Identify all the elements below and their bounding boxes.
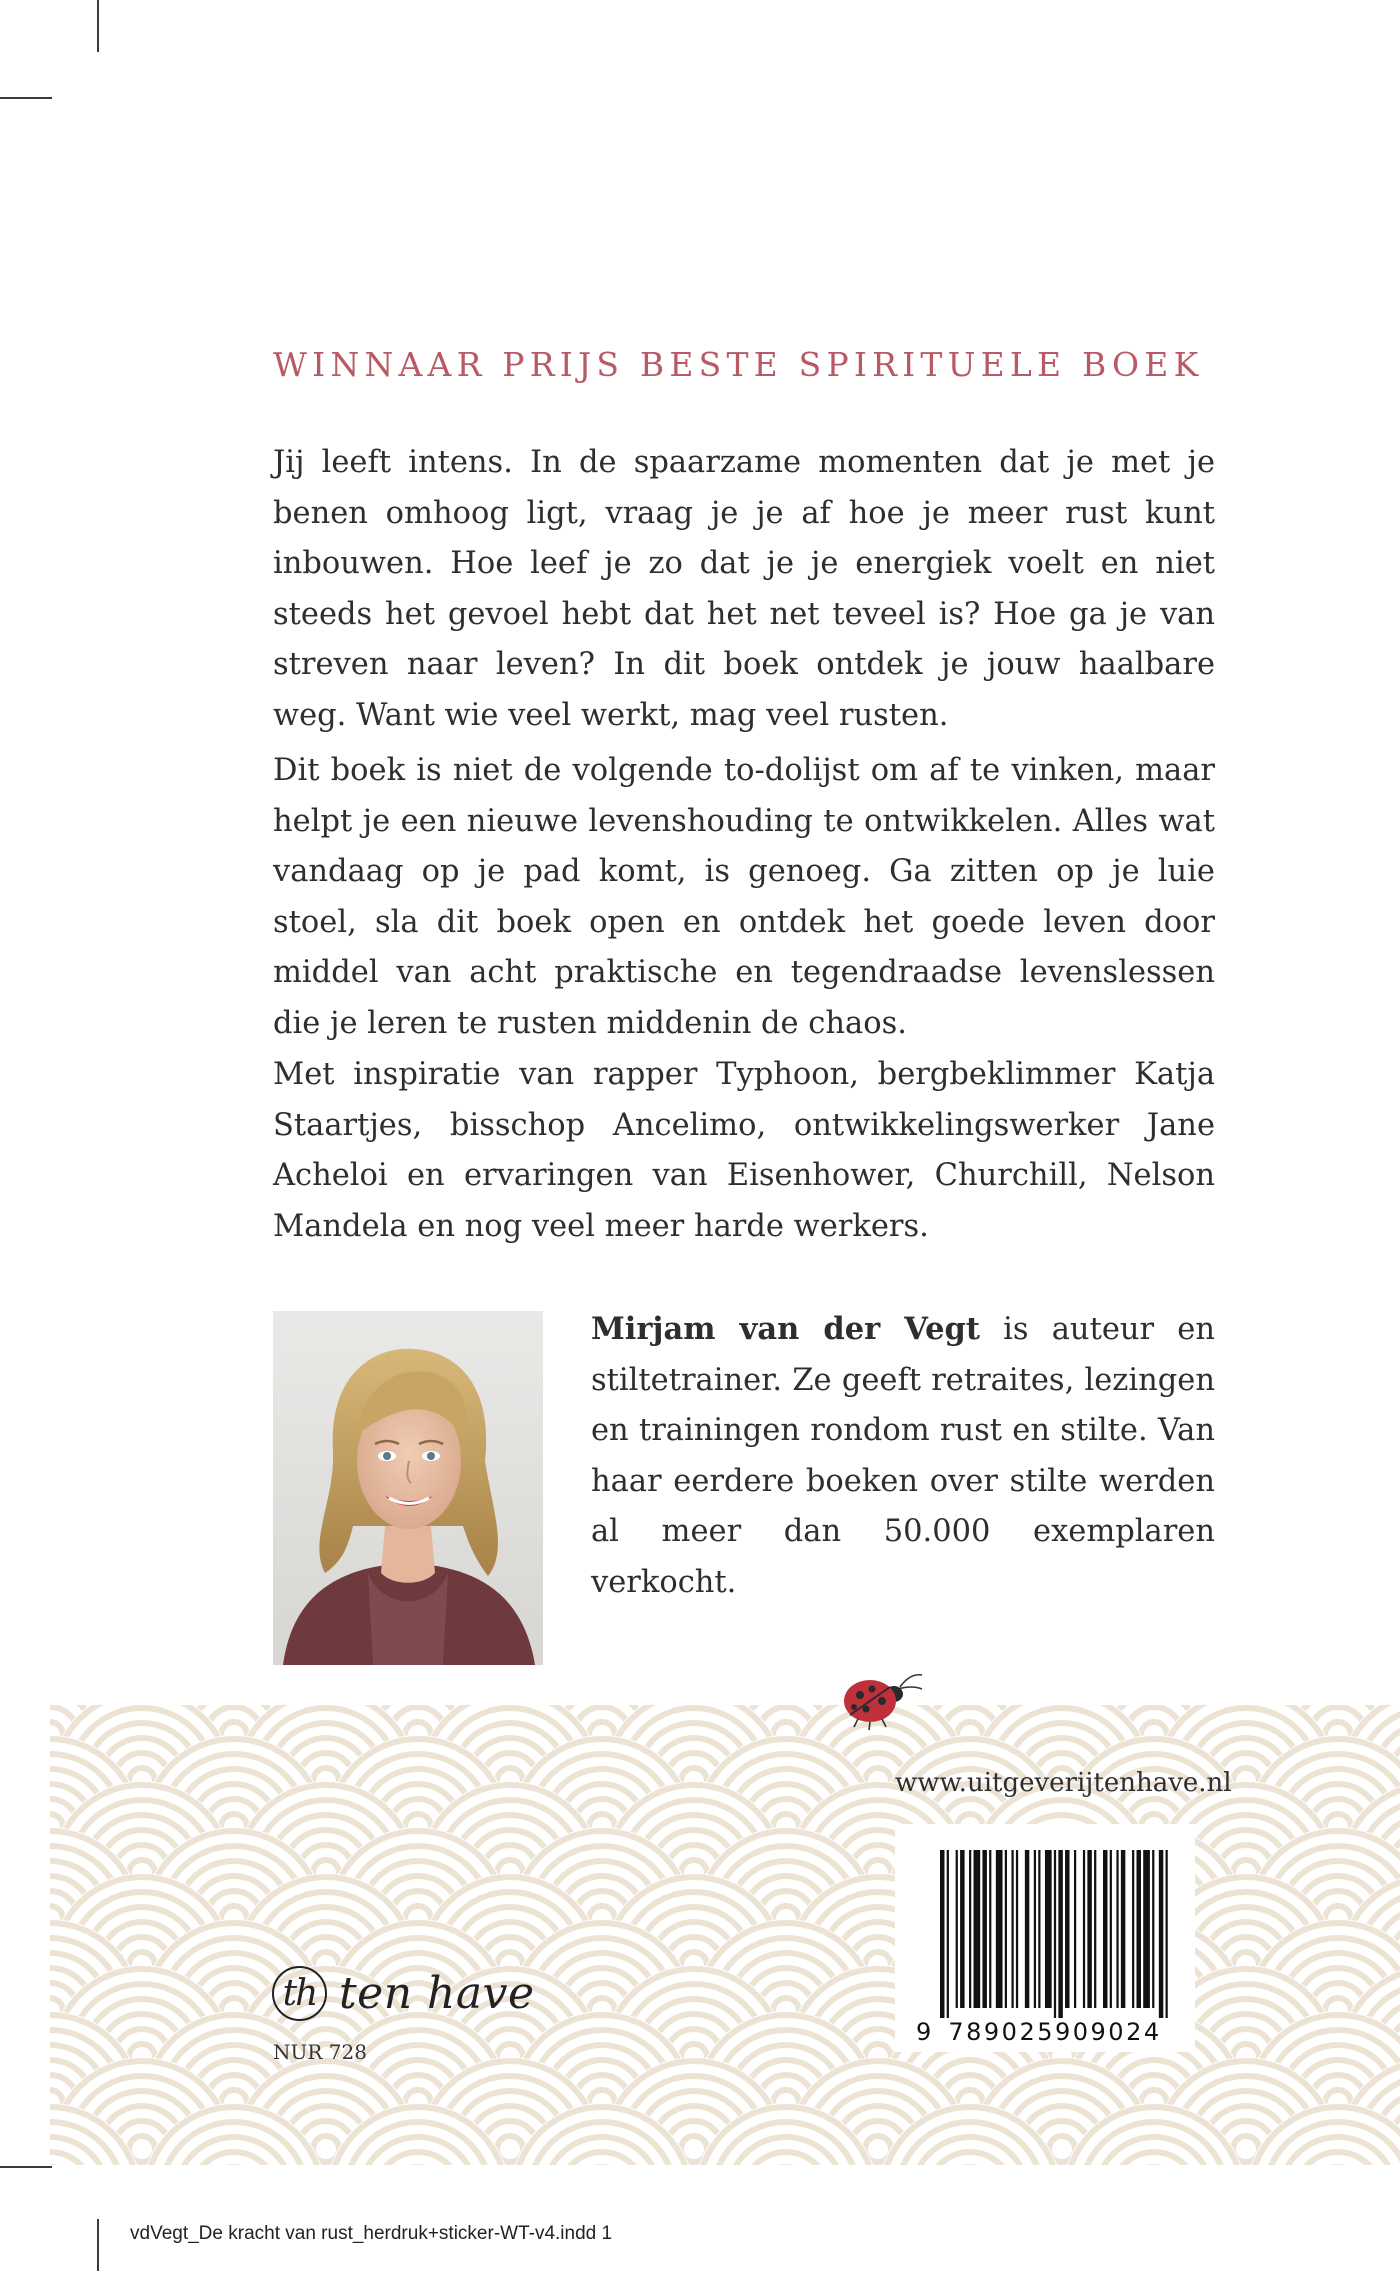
barcode-first-digit: 9	[916, 2018, 932, 2046]
crop-mark-bottom-vertical	[97, 2219, 99, 2271]
author-bio	[591, 1304, 1215, 1608]
author-photo	[273, 1311, 543, 1665]
crop-mark-top-vertical	[97, 0, 99, 52]
ten-have-logo	[272, 1962, 535, 2024]
crop-mark-top-horizontal	[0, 97, 52, 99]
blurb-paragraph-1: Jij leeft intens. In de spaarzame momenten dat je met je benen omhoog ligt, vraag je je af hoe je meer rust kunt inbouwen. Hoe leef je zo dat je je energiek voelt en niet steeds het gevoel hebt dat het net teveel is? Hoe ga je van streven naar leven? In dit boek ontdek je jouw haalbare weg. Want wie veel werkt, mag veel rusten.	[273, 445, 1215, 733]
blurb-paragraph-3: Met inspiratie van rapper Typhoon, bergbeklimmer Katja Staartjes, bisschop Ancelimo, ontwikkelingswerker Jane Acheloi en ervaringen van Eisenhower, Churchill, Nelson Mandela en nog veel meer harde werkers.	[273, 1057, 1215, 1244]
author-name: Mirjam van der Vegt	[591, 1311, 980, 1347]
file-slug: vdVegt_De kracht van rust_herdruk+sticker-WT-v4.indd 1	[130, 2223, 613, 2244]
ladybug-icon	[838, 1667, 924, 1731]
award-heading: WINNAAR PRIJS BESTE SPIRITUELE BOEK	[273, 345, 1204, 384]
crop-mark-bottom-horizontal	[0, 2166, 52, 2168]
nur-code: NUR 728	[273, 2040, 367, 2064]
barcode-digits: 789025909024	[948, 2018, 1162, 2046]
ten-have-logo-mark: th	[272, 1966, 327, 2021]
blurb-paragraph-2: Dit boek is niet de volgende to-dolijst om af te vinken, maar helpt je een nieuwe levenshouding te ontwikkelen. Alles wat vandaag op je pad komt, is genoeg. Ga zitten op je luie stoel, sla dit boek open en ontdek het goede leven door middel van acht praktische en tegendraadse levenslessen die je leren te rusten middenin de chaos.	[273, 753, 1215, 1041]
ten-have-logo-text: ten have	[339, 1967, 535, 2019]
publisher-website: www.uitgeverijtenhave.nl	[895, 1768, 1232, 1798]
isbn-barcode	[895, 1824, 1195, 2052]
barcode-bars	[940, 1850, 1170, 2018]
author-bio-text: is auteur en stiltetrainer. Ze geeft retraites, lezingen en trainingen rondom rust en stilte. Van haar eerdere boeken over stilte werden al meer dan 50.000 exemplaren verkocht.	[591, 1312, 1215, 1600]
